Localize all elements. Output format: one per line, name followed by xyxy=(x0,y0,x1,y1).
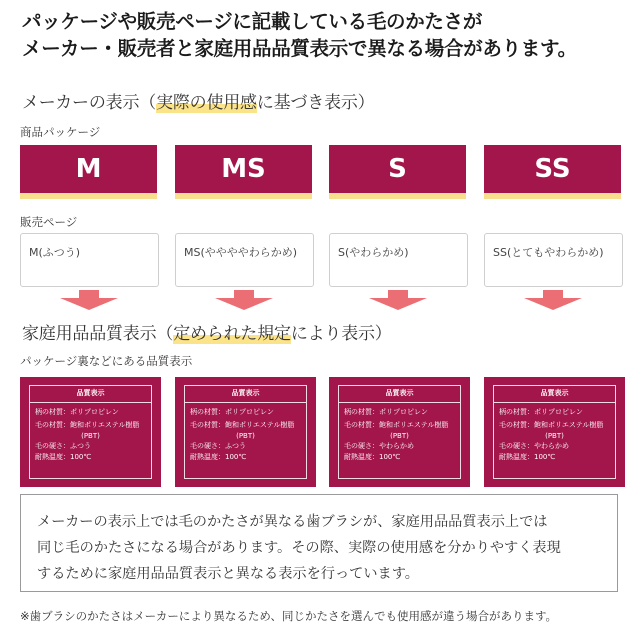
bristle-material: 毛の材質：飽和ポリエステル樹脂 xyxy=(344,421,449,429)
quality-box-1 xyxy=(20,377,161,487)
bristle-material-code: (PBT) xyxy=(236,431,255,440)
down-arrow-icon xyxy=(369,290,427,310)
explanation-note xyxy=(20,494,618,592)
down-arrow-icon xyxy=(215,290,273,310)
handle-material: 柄の材質：ポリプロピレン xyxy=(190,407,274,416)
headline xyxy=(22,8,622,62)
bristle-material-code: (PBT) xyxy=(545,431,564,440)
note-line-3: するために家庭用品品質表示と異なる表示を行っています。 xyxy=(37,566,419,582)
quality-box-header: 品質表示 xyxy=(185,386,306,403)
sales-item-text: MS(ややややわらかめ) xyxy=(184,246,298,259)
quality-box-2 xyxy=(175,377,316,487)
maker-title-prefix: メーカーの表示（ xyxy=(22,93,157,113)
sales-item-m xyxy=(20,233,159,287)
note-line-1: メーカーの表示上では毛のかたさが異なる歯ブラシが、家庭用品品質表示上では xyxy=(37,514,548,530)
headline-line-2: メーカー・販売者と家庭用品品質表示で異なる場合があります。 xyxy=(22,37,577,60)
bristle-material: 毛の材質：飽和ポリエステル樹脂 xyxy=(35,421,140,429)
bristle-material-code: (PBT) xyxy=(81,431,100,440)
footnote: ※歯ブラシのかたさはメーカーにより異なるため、同じかたさを選んでも使用感が違う場合があります。 xyxy=(20,609,558,623)
package-size-s: S xyxy=(329,145,466,199)
quality-title-prefix: 家庭用品品質表示（ xyxy=(22,324,174,344)
sales-page-label: 販売ページ xyxy=(20,215,78,229)
handle-material: 柄の材質：ポリプロピレン xyxy=(499,407,583,416)
sales-item-text: SS(とてもやわらかめ) xyxy=(493,246,604,259)
package-size-m: M xyxy=(20,145,157,199)
down-arrow-icon xyxy=(524,290,582,310)
bristle-material: 毛の材質：飽和ポリエステル樹脂 xyxy=(499,421,604,429)
bristle-hardness: 毛の硬さ：ふつう xyxy=(190,442,246,450)
maker-title-suffix: に基づき表示） xyxy=(256,93,375,113)
bristle-hardness: 毛の硬さ：やわらかめ xyxy=(499,442,569,450)
quality-box-header: 品質表示 xyxy=(494,386,615,403)
bristle-material-code: (PBT) xyxy=(390,431,409,440)
quality-section-title xyxy=(22,319,392,344)
note-line-2: 同じ毛のかたさになる場合があります。その際、実際の使用感を分かりやすく表現 xyxy=(37,540,561,556)
handle-material: 柄の材質：ポリプロピレン xyxy=(344,407,428,416)
package-size-ms: MS xyxy=(175,145,312,199)
handle-material: 柄の材質：ポリプロピレン xyxy=(35,407,119,416)
package-label: 商品パッケージ xyxy=(20,125,101,139)
bristle-material: 毛の材質：飽和ポリエステル樹脂 xyxy=(190,421,295,429)
quality-title-highlight: 定められた規定 xyxy=(173,324,291,344)
heat-resistance: 耐熱温度：100℃ xyxy=(499,452,556,461)
sales-item-s xyxy=(329,233,468,287)
quality-box-4 xyxy=(484,377,625,487)
package-size-ss: SS xyxy=(484,145,621,199)
sales-item-ss xyxy=(484,233,623,287)
heat-resistance: 耐熱温度：100℃ xyxy=(190,452,247,461)
heat-resistance: 耐熱温度：100℃ xyxy=(35,452,92,461)
quality-box-header: 品質表示 xyxy=(30,386,151,403)
sales-item-text: S(やわらかめ) xyxy=(338,246,409,259)
headline-line-1: パッケージや販売ページに記載している毛のかたさが xyxy=(22,10,483,33)
down-arrow-icon xyxy=(60,290,118,310)
maker-title-highlight: 実際の使用感 xyxy=(156,93,257,113)
sales-item-ms xyxy=(175,233,314,287)
bristle-hardness: 毛の硬さ：ふつう xyxy=(35,442,91,450)
quality-box-header: 品質表示 xyxy=(339,386,460,403)
quality-label: パッケージ裏などにある品質表示 xyxy=(20,354,193,368)
maker-section-title xyxy=(22,88,374,113)
sales-item-text: M(ふつう) xyxy=(29,246,81,259)
quality-box-3 xyxy=(329,377,470,487)
heat-resistance: 耐熱温度：100℃ xyxy=(344,452,401,461)
bristle-hardness: 毛の硬さ：やわらかめ xyxy=(344,442,414,450)
quality-title-suffix: により表示） xyxy=(290,324,392,344)
